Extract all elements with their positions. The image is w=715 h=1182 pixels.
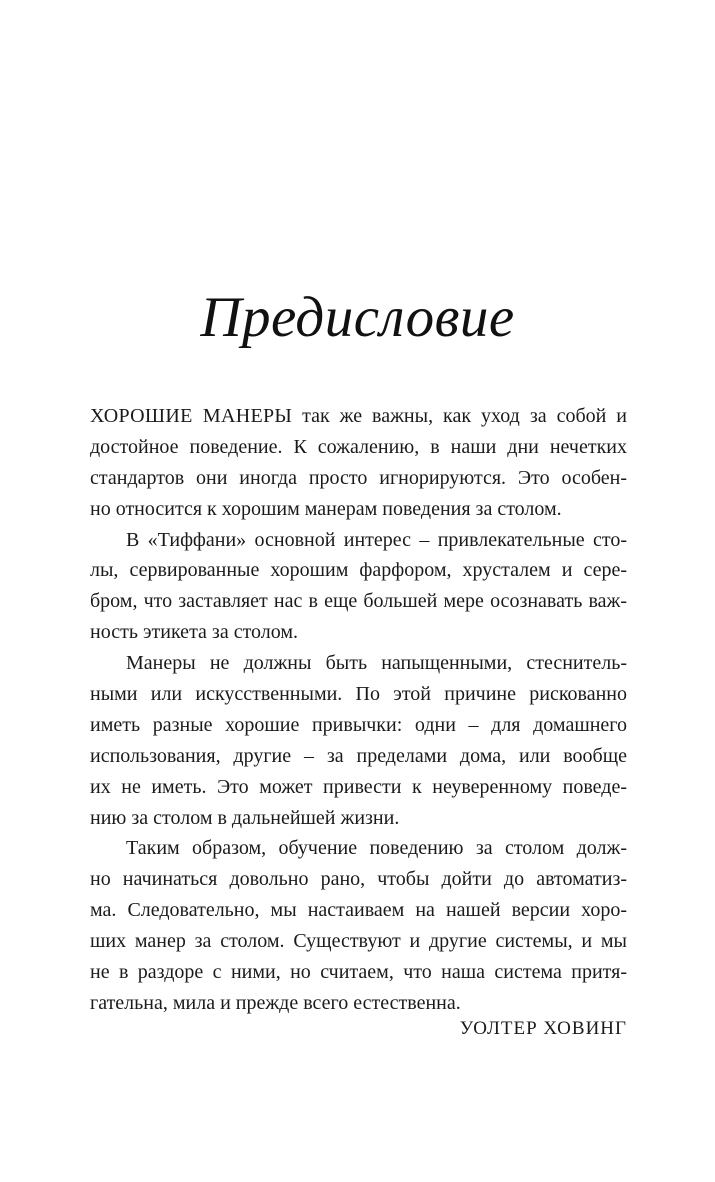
paragraph-2-line-1: В «Тиффани» основной интерес – привлекательные сто-: [126, 528, 627, 551]
paragraph-3-line-6: нию за столом в дальнейшей жизни.: [90, 806, 400, 829]
paragraph-4-line-4: ших манер за столом. Существуют и другие системы, и мы: [90, 930, 627, 953]
paragraph-3-line-3: иметь разные хорошие привычки: одни – для домашнего: [90, 713, 627, 736]
paragraph-3-line-4: использования, другие – за пределами дома, или вообще: [90, 744, 627, 767]
paragraph-4-line-2: но начинаться довольно рано, чтобы дойти до автоматиз-: [90, 868, 627, 891]
paragraph-4-line-1: Таким образом, обучение поведению за столом долж-: [126, 837, 627, 860]
paragraph-4-line-5: не в раздоре с ними, но считаем, что наша система притя-: [90, 961, 627, 984]
paragraph-1-line-3: стандартов они иногда просто игнорируются. Это особен-: [90, 466, 627, 489]
paragraph-1-line-1: [90, 401, 627, 432]
paragraph-3-line-1: Манеры не должны быть напыщенными, стеснитель-: [126, 652, 627, 675]
paragraph-3-line-2: ными или искусственными. По этой причине рискованно: [90, 683, 627, 706]
paragraph-1-line-4: но относится к хорошим манерам поведения за столом.: [90, 497, 562, 520]
paragraph-2-line-4: ность этикета за столом.: [90, 621, 299, 644]
paragraph-1-line-1-text: так же важны, как уход за собой и: [292, 405, 627, 427]
paragraph-3-line-5: их не иметь. Это может привести к неуверенному поведе-: [90, 775, 627, 798]
paragraph-4-line-6: гательна, мила и прежде всего естественна.: [90, 991, 461, 1014]
preface-body: [90, 401, 627, 1019]
paragraph-2-line-3: бром, что заставляет нас в еще большей мере осознавать важ-: [90, 590, 627, 613]
author-signature: УОЛТЕР ХОВИНГ: [459, 1018, 627, 1039]
paragraph-1-line-2: достойное поведение. К сожалению, в наши дни нечетких: [90, 435, 627, 458]
paragraph-1-lead: ХОРОШИЕ МАНЕРЫ: [90, 405, 293, 427]
paragraph-2-line-2: лы, сервированные хорошим фарфором, хрусталем и сере-: [90, 559, 627, 582]
page-title: Предисловие: [200, 286, 515, 349]
paragraph-4-line-3: ма. Следовательно, мы настаиваем на нашей версии хоро-: [90, 899, 627, 922]
